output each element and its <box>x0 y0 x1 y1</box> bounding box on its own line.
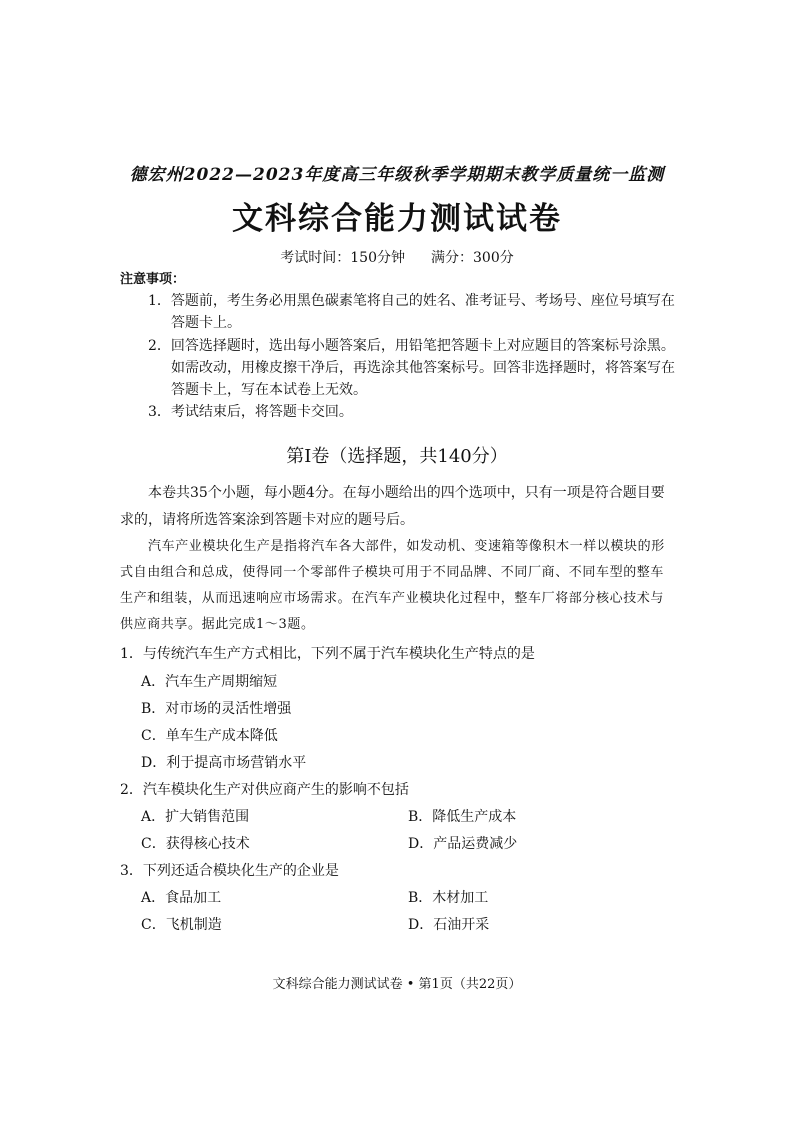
page-title: 文科综合能力测试试卷 <box>232 201 562 237</box>
question-option: C．飞机制造 <box>141 917 222 933</box>
question-stem: 1．与传统汽车生产方式相比，下列不属于汽车模块化生产特点的是 <box>120 646 535 662</box>
question-option: A．扩大销售范围 <box>141 809 250 825</box>
note-line: 2．回答选择题时，选出每小题答案后，用铅笔把答题卡上对应题目的答案标号涂黑。 <box>148 338 675 354</box>
passage-line: 供应商共享。据此完成1～3题。 <box>120 617 315 632</box>
exam-time: 考试时间：150分钟 <box>280 250 405 266</box>
question-option: D．利于提高市场营销水平 <box>141 755 307 771</box>
question-option: A．汽车生产周期缩短 <box>141 674 278 690</box>
page-footer: 文科综合能力测试试卷 • 第1页（共22页） <box>272 977 522 992</box>
question-option: B．木材加工 <box>408 890 489 906</box>
passage-line: 生产和组装，从而迅速响应市场需求。在汽车产业模块化过程中，整车厂将部分核心技术与 <box>120 591 665 606</box>
question-option: D．产品运费减少 <box>408 836 518 852</box>
section-intro-line: 本卷共35个小题，每小题4分。在每小题给出的四个选项中，只有一项是符合题目要 <box>148 485 665 501</box>
note-line: 答题卡上，写在本试卷上无效。 <box>171 382 367 398</box>
passage-line: 汽车产业模块化生产是指将汽车各大部件，如发动机、变速箱等像积木一样以模块的形 <box>148 539 665 554</box>
notes-heading: 注意事项： <box>120 272 186 287</box>
section-intro-line: 求的，请将所选答案涂到答题卡对应的题号后。 <box>120 512 414 528</box>
question-option: C．单车生产成本降低 <box>141 728 278 744</box>
note-line: 如需改动，用橡皮擦干净后，再选涂其他答案标号。回答非选择题时，将答案写在 <box>171 360 675 376</box>
note-line: 答题卡上。 <box>171 315 241 331</box>
question-option: B．对市场的灵活性增强 <box>141 701 292 717</box>
question-option: C．获得核心技术 <box>141 836 250 852</box>
question-option: D．石油开采 <box>408 917 490 933</box>
passage-line: 式自由组合和总成，使得同一个零部件子模块可用于不同品牌、不同厂商、不同车型的整车 <box>120 565 665 580</box>
question-option: A．食品加工 <box>141 890 222 906</box>
exam-score: 满分：300分 <box>431 250 514 266</box>
exam-subtitle: 德宏州2022—2023年度高三年级秋季学期期末教学质量统一监测 <box>129 165 665 185</box>
note-line: 3．考试结束后，将答题卡交回。 <box>148 404 353 420</box>
question-stem: 3．下列还适合模块化生产的企业是 <box>120 863 339 879</box>
question-stem: 2．汽车模块化生产对供应商产生的影响不包括 <box>120 782 409 798</box>
section-title: 第I卷（选择题，共140分） <box>286 446 508 467</box>
exam-meta <box>0 247 794 267</box>
question-option: B．降低生产成本 <box>408 809 517 825</box>
note-line: 1．答题前，考生务必用黑色碳素笔将自己的姓名、准考证号、考场号、座位号填写在 <box>148 293 675 309</box>
